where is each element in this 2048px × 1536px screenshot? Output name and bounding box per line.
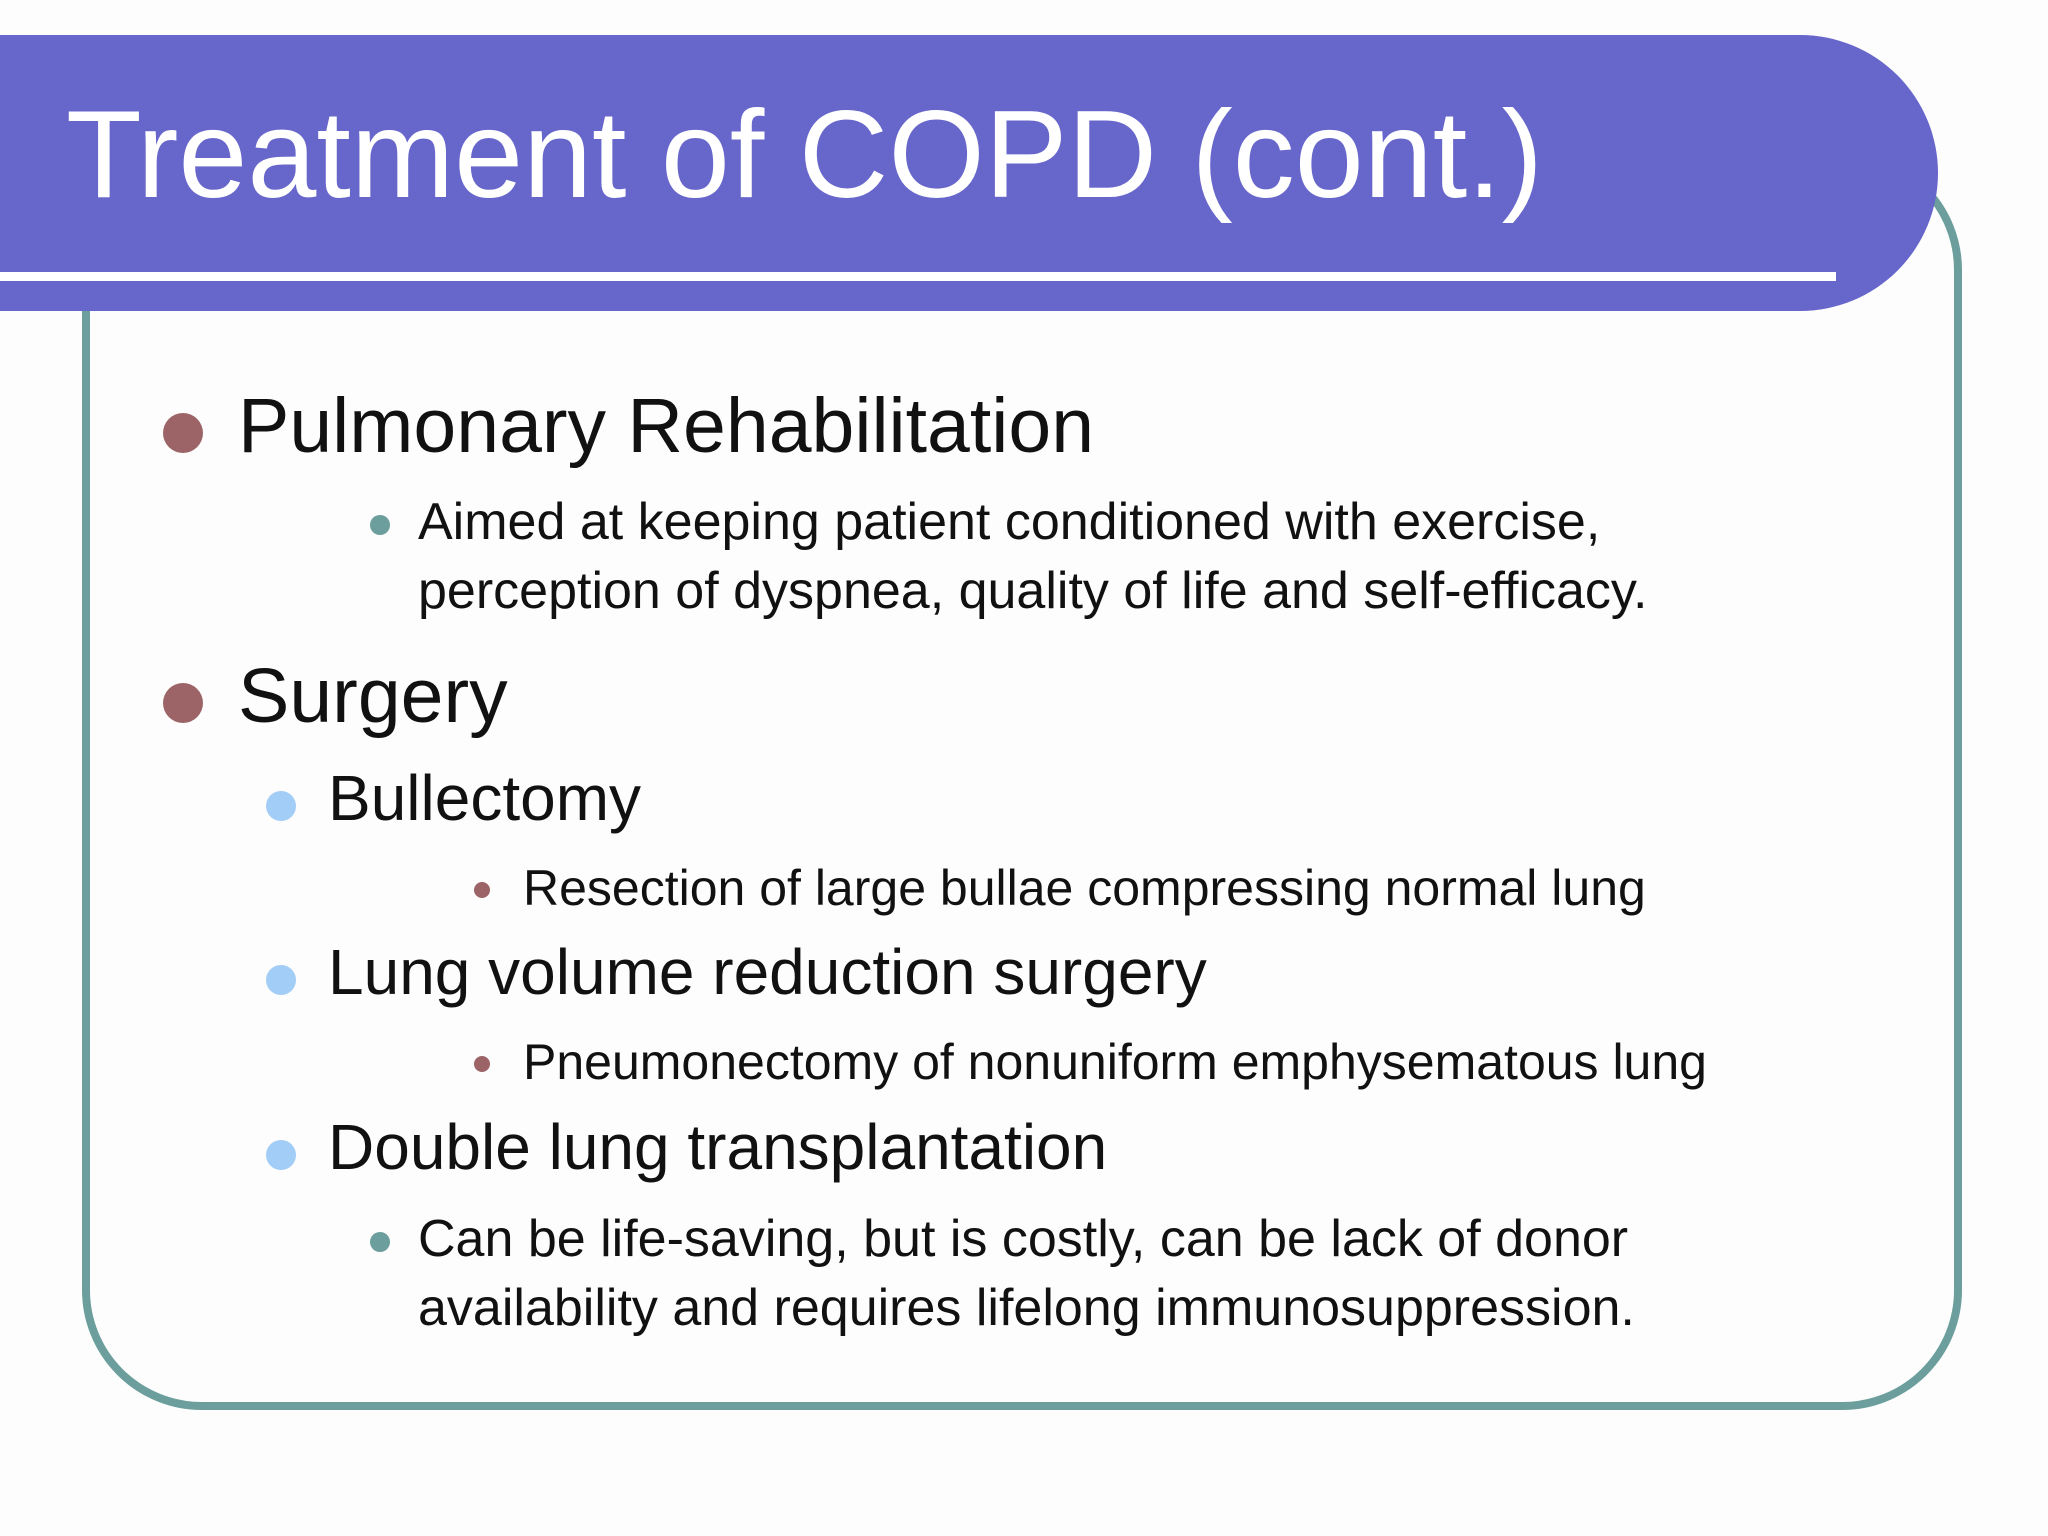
bullet-lung-volume-reduction-surgery: Lung volume reduction surgery [328, 936, 1207, 1008]
bullectomy-detail: Resection of large bullae compressing normal lung [523, 860, 1646, 916]
bullet-double-lung-transplantation: Double lung transplantation [328, 1111, 1108, 1183]
bullet-dot-icon [474, 882, 490, 898]
bullet-dot-icon [266, 791, 296, 821]
bullet-dot-icon [266, 965, 296, 995]
bullet-dot-icon [163, 413, 203, 453]
bullet-surgery: Surgery [238, 653, 508, 739]
bullet-bullectomy: Bullectomy [328, 762, 641, 834]
bullet-dot-icon [370, 1232, 390, 1252]
title-underline-rule [0, 272, 1836, 281]
bullet-dot-icon [474, 1056, 490, 1072]
double-lung-transplantation-detail-line-2: availability and requires lifelong immunosuppression. [418, 1279, 1635, 1337]
slide-title: Treatment of COPD (cont.) [66, 86, 1543, 224]
double-lung-transplantation-detail-line-1: Can be life-saving, but is costly, can be lack of donor [418, 1210, 1629, 1268]
bullet-pulmonary-rehabilitation: Pulmonary Rehabilitation [238, 383, 1095, 469]
lung-volume-reduction-detail: Pneumonectomy of nonuniform emphysematous lung [523, 1034, 1707, 1090]
bullet-dot-icon [370, 515, 390, 535]
bullet-dot-icon [266, 1140, 296, 1170]
pulmonary-rehabilitation-detail-line-1: Aimed at keeping patient conditioned with exercise, [418, 493, 1601, 551]
bullet-dot-icon [163, 683, 203, 723]
pulmonary-rehabilitation-detail-line-2: perception of dyspnea, quality of life and self-efficacy. [418, 562, 1648, 620]
